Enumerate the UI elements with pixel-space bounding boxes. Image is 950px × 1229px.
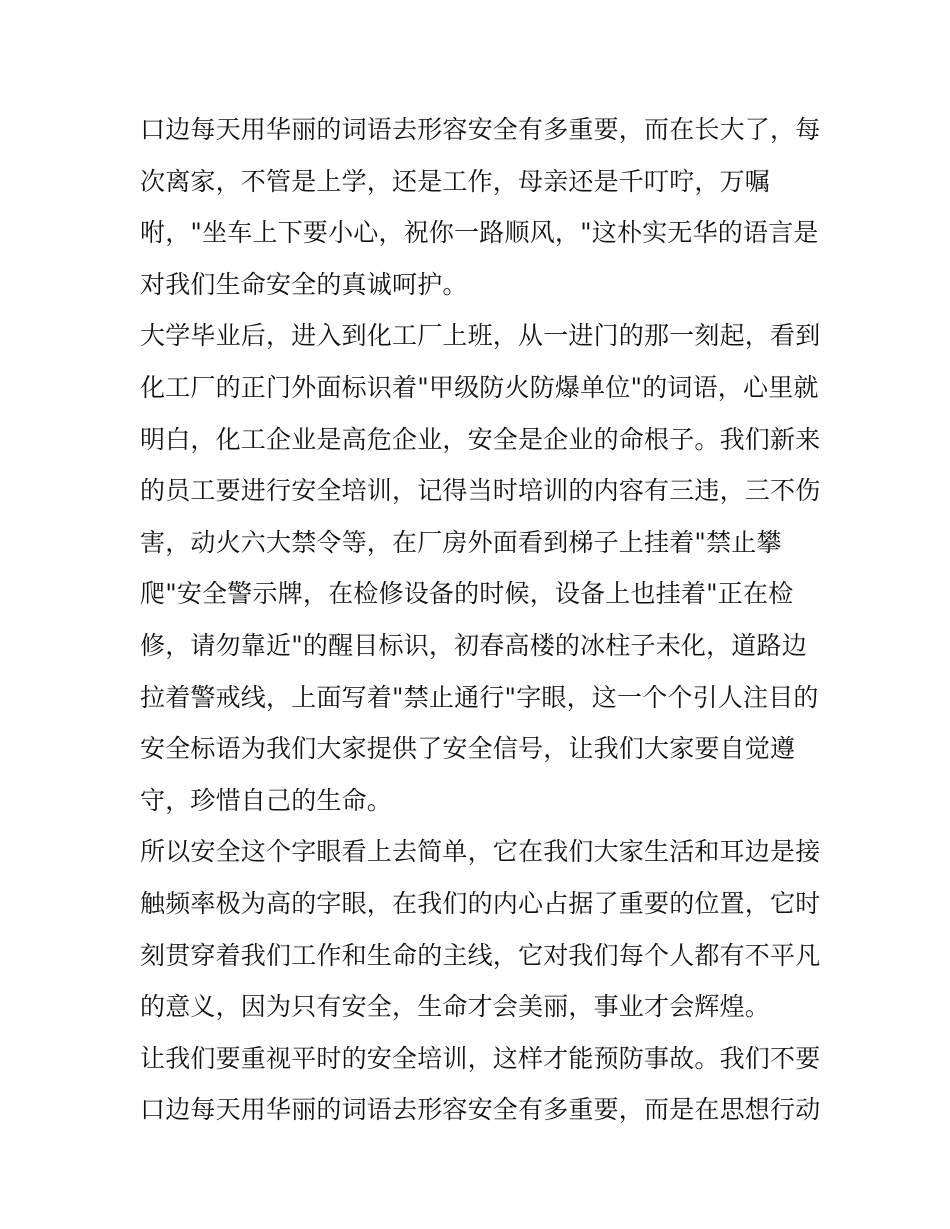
text-line: 口边每天用华丽的词语去形容安全有多重要，而是在思想行动 <box>140 1095 821 1125</box>
text-line: 触频率极为高的字眼，在我们的内心占据了重要的位置，它时 <box>140 888 821 918</box>
body-text <box>140 104 820 1136</box>
text-line: 修，请勿靠近"的醒目标识，初春高楼的冰柱子未化，道路边 <box>140 630 807 660</box>
text-line: 让我们要重视平时的安全培训，这样才能预防事故。我们不要 <box>140 1043 821 1073</box>
text-line: 所以安全这个字眼看上去简单，它在我们大家生活和耳边是接 <box>140 837 821 867</box>
text-line: 化工厂的正门外面标识着"甲级防火防爆单位"的词语，心里就 <box>140 372 819 402</box>
text-line: 大学毕业后，进入到化工厂上班，从一进门的那一刻起，看到 <box>140 321 821 351</box>
text-line: 的员工要进行安全培训，记得当时培训的内容有三违，三不伤 <box>140 476 821 506</box>
text-line: 明白，化工企业是高危企业，安全是企业的命根子。我们新来 <box>140 424 821 454</box>
text-line: 的意义，因为只有安全，生命才会美丽，事业才会辉煌。 <box>140 992 771 1022</box>
text-line: 爬"安全警示牌，在检修设备的时候，设备上也挂着"正在检 <box>140 579 794 609</box>
text-line: 安全标语为我们大家提供了安全信号，让我们大家要自觉遵 <box>140 734 796 764</box>
text-line: 对我们生命安全的真诚呵护。 <box>140 269 468 299</box>
text-line: 拉着警戒线，上面写着"禁止通行"字眼，这一个个引人注目的 <box>140 682 819 712</box>
text-line: 口边每天用华丽的词语去形容安全有多重要，而在长大了，每 <box>140 115 821 144</box>
text-line: 刻贯穿着我们工作和生命的主线，它对我们每个人都有不平凡 <box>140 940 821 970</box>
text-line: 害，动火六大禁令等，在厂房外面看到梯子上挂着"禁止攀 <box>140 527 782 557</box>
text-line: 守，珍惜自己的生命。 <box>140 785 393 815</box>
text-line: 咐，"坐车上下要小心，祝你一路顺风，"这朴实无华的语言是 <box>140 218 819 248</box>
text-line: 次离家，不管是上学，还是工作，母亲还是千叮咛，万嘱 <box>140 166 771 196</box>
